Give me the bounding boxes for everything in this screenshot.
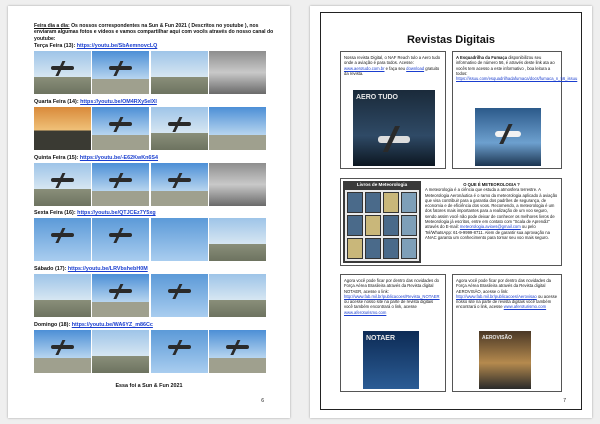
day-link[interactable]: https://youtu.be/QTJCEz7Y5xg xyxy=(77,210,156,216)
day-link[interactable]: https://youtu.be/OM4RXy5eIXI xyxy=(80,99,157,105)
notaer-cover xyxy=(363,331,419,389)
cover-title: NOTAER xyxy=(366,335,396,342)
right-page xyxy=(310,6,592,418)
aerovisao-text: Agora você pode ficar por dentro das novidades da Força Aérea Brasileira através da Revista digital AEROVISÃO, acesse o link: http://www.fab.mil.br/publicacoes/Aerovisao ou acesse nosso site na parte de revista digitais você também encontrará o link, acesse www.aferoturismo.com xyxy=(456,278,558,310)
day-line-sunday xyxy=(34,322,153,328)
photo xyxy=(209,274,266,317)
cover-title: AEROVISÃO xyxy=(482,335,513,341)
intro-text: Os nossos correspondentes na Sun & Fun 2021 ( Descritos no youtube ), nos enviaram algumas fotos e vídeos e vamos compartilhar aqui com vocês através do nosso canal do youtube: xyxy=(34,23,274,42)
day-label: Domingo (18): xyxy=(34,322,71,328)
download-link[interactable]: download xyxy=(406,65,425,71)
notaer-link[interactable]: http://www.fab.mil.br/publicacoes/Revista_NOTAER xyxy=(344,293,440,299)
day-line-friday xyxy=(34,210,156,216)
day-label: Quinta Feira (15): xyxy=(34,155,79,161)
fumaca-box xyxy=(452,51,578,169)
photo xyxy=(151,274,208,317)
photo-row-friday xyxy=(34,218,266,261)
closing-caption: Essa foi a Sun & Fun 2021 xyxy=(115,383,183,389)
photo xyxy=(34,274,91,317)
day-label: Sexta Feira (16): xyxy=(34,210,76,216)
photo xyxy=(34,163,91,206)
day-link[interactable]: https://youtu.be/LRVbshebH0M xyxy=(67,266,148,272)
photo-row-tuesday xyxy=(34,51,266,94)
aerovisao-link[interactable]: http://www.fab.mil.br/publicacoes/Aerovisao xyxy=(456,293,537,299)
photo xyxy=(209,51,266,94)
photo xyxy=(209,218,266,261)
meteorologia-box xyxy=(340,178,562,266)
photo xyxy=(34,218,91,261)
page-title: Revistas Digitais xyxy=(406,34,496,46)
photo xyxy=(209,107,266,150)
photo xyxy=(209,163,266,206)
photo xyxy=(151,163,208,206)
books-grid xyxy=(345,190,419,261)
day-line-saturday xyxy=(34,266,148,272)
books-header: Livros de Meteorologia xyxy=(356,182,408,187)
left-page xyxy=(8,6,290,418)
meteorologia-question: O QUE É METEOROLOGIA ? xyxy=(463,182,520,187)
day-line-tuesday xyxy=(34,43,157,49)
day-link[interactable]: https://youtu.be/SbAemnovcLQ xyxy=(76,43,158,49)
day-label: Terça Feira (13): xyxy=(34,43,76,49)
page-number: 6 xyxy=(261,398,264,404)
photo xyxy=(34,51,91,94)
notaer-text: Agora você pode ficar por dentro das novidades do Força Aérea Brasileira através da Revista digital NOTAER, acesse o link: http://www.fab.mil.br/publicacoes/Revista_NOTAER ou acesse nosso site na parte de revista digitais você também encontrará o link, acesse www.aferoturismo.com xyxy=(344,278,440,315)
day-link[interactable]: https://youtu.be/-E62KwKn6S4 xyxy=(79,155,159,161)
aerovisao-site-link[interactable]: www.aferoturismo.com xyxy=(503,304,547,310)
aerotudo-cover xyxy=(353,90,435,166)
intro-label: Feira dia a dia: xyxy=(34,23,70,29)
photo xyxy=(34,107,91,150)
books-panel xyxy=(343,181,421,263)
photo xyxy=(34,330,91,373)
fumaca-link[interactable]: https://issuu.com/esquadrilhadafumaca/docs/fumaca_n_56_issuu xyxy=(456,76,578,82)
page-number: 7 xyxy=(563,398,566,404)
aerotudo-link[interactable]: www.aerotudo.com.br xyxy=(344,65,385,71)
aerovisao-box xyxy=(452,274,562,392)
photo-row-wednesday xyxy=(34,107,266,150)
intro-paragraph xyxy=(34,23,274,42)
day-line-wednesday xyxy=(34,99,157,105)
cover-title: AERO TUDO xyxy=(356,94,398,101)
day-line-thursday xyxy=(34,155,158,161)
photo xyxy=(151,107,208,150)
aerotudo-text: Nossa revista Digital, o NAF Reach tulo a Aero tudo onde a aviação é para todos. Acesse: www.aerotudo.com.br e faça seu download gratuito da revista. xyxy=(344,55,441,76)
day-label: Quarta Feira (14): xyxy=(34,99,79,105)
photo xyxy=(151,330,208,373)
fumaca-text: A Esquadrilha da Fumaça disponibilizou seu informativo de número 56, é através deste link ata ao vocês tem acesso a este informativo , boa leitura a todos: https://issuu.com/esquadrilhadafumaca/docs/fumaca_n_56_issuu xyxy=(456,55,578,82)
meteorologia-text: O QUE É METEOROLOGIA ? A meteorologia é a ciência que estuda a atmosfera terrestre. A Meteorologia Aeronáutica é o ramo da meteorologia aplicado à aviação que visa contribuir para a garantia dos padrões de segurança, de economia e de eficiência dos voos. Recomendo, a meteorologia é um dos fatores mais importantes para a realização de um voo seguro, sendo assim você não pode deixar de conhecer os melhores livros de Meteorologia já escritos, entre em contato com "Scala de Aprendiz" através do E-mail: meteorologia.avioes@gmail.com ou pelo Tel/WhatsApp: 61-9-9999-8711. Alem de garantir sua aprovação na ANAC garanta um conhecimento para tornar seu voo mais seguro. xyxy=(425,182,558,240)
fumaca-cover xyxy=(475,108,541,166)
aerovisao-cover xyxy=(479,331,531,389)
photo xyxy=(92,330,149,373)
photo xyxy=(209,330,266,373)
photo xyxy=(92,51,149,94)
photo xyxy=(151,51,208,94)
aerotudo-box xyxy=(340,51,446,169)
photo xyxy=(151,218,208,261)
notaer-box xyxy=(340,274,446,392)
photo-row-saturday xyxy=(34,274,266,317)
photo xyxy=(92,107,149,150)
photo xyxy=(92,218,149,261)
notaer-site-link[interactable]: www.aferoturismo.com xyxy=(344,309,387,315)
day-link[interactable]: https://youtu.be/WA6YZ_m86Cc xyxy=(71,322,153,328)
photo-row-sunday xyxy=(34,330,266,373)
photo-row-thursday xyxy=(34,163,266,206)
photo xyxy=(92,274,149,317)
meteorologia-email[interactable]: meteorologia.avioes@gmail.com xyxy=(459,224,521,230)
photo xyxy=(92,163,149,206)
day-label: Sábado (17): xyxy=(34,266,67,272)
